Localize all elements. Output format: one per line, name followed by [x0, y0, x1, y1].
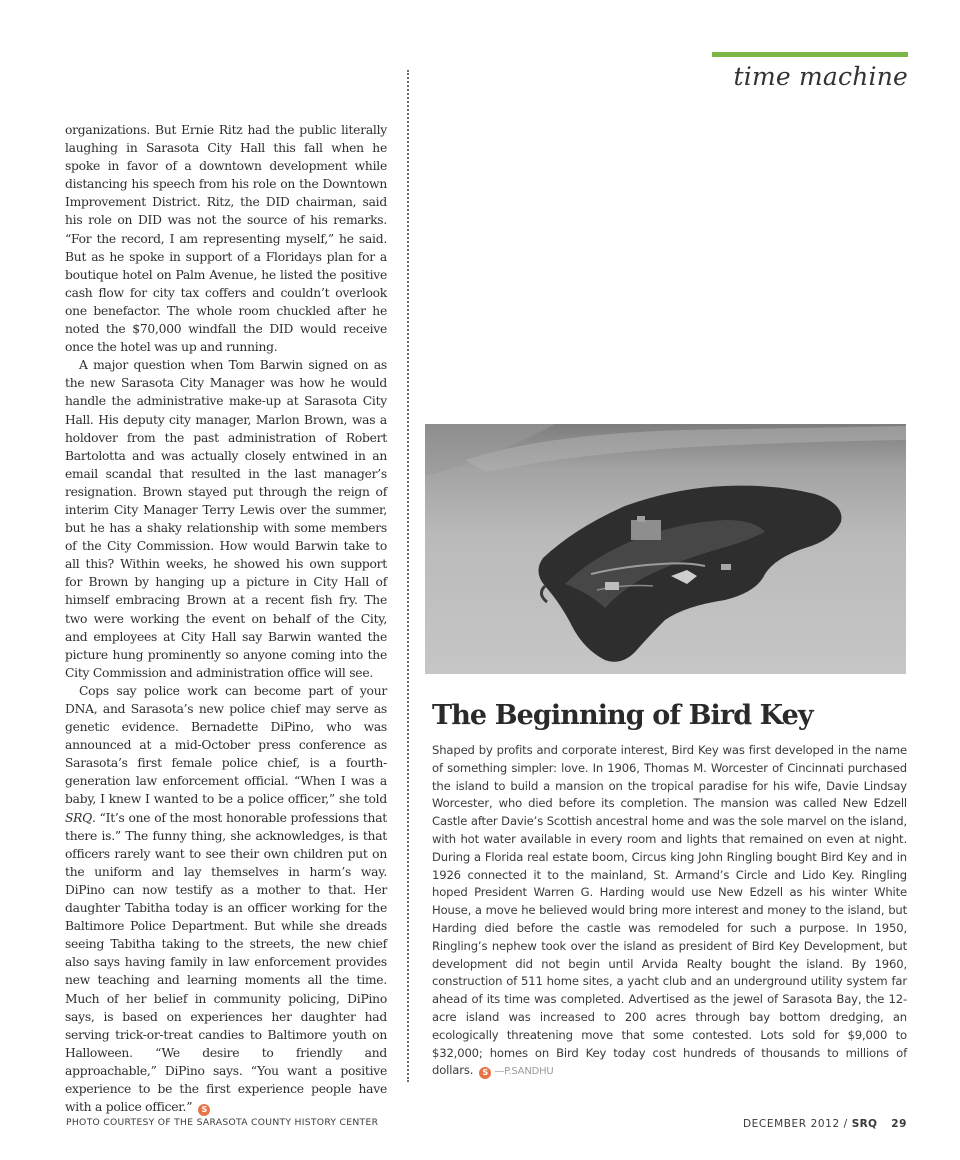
- article-paragraph: organizations. But Ernie Ritz had the public literally laughing in Sarasota City Hall this fall when he spoke in favor of a downtown development while distancing his speech from his role on the Downtown Improvement District. Ritz, the DID chairman, said his role on DID was not the source of his remarks. “For the record, I am representing myself,” he said. But as he spoke in support of a Floridays plan for a boutique hotel on Palm Avenue, he listed the positive cash flow for city tax coffers and couldn’t overlook one benefactor. The whole room chuckled after he noted the $70,000 windfall the DID would receive once the hotel was up and running.: [65, 123, 387, 355]
- srq-end-mark-icon: S: [198, 1104, 210, 1116]
- column-divider: [407, 70, 409, 1082]
- paragraph-text: . “It’s one of the most honorable professions that there is.” The funny thing, she acknowledges, is that officers rarely want to see their own children put on the uniform and lay themselves in harm’s way. DiPino can now testify as a mother to that. Her daughter Tabitha today is an officer working for the Baltimore Police Department. But while she dreads seeing Tabitha taking to the streets, the new chief also says having family in law enforcement provides new teaching and learning moments all the time. Much of her belief in community policing, DiPino says, is based on experiences her daughter had serving trick-or-treat candies to Baltimore youth on Halloween. “We desire to friendly and approachable,” DiPino says. “You want a positive experience to be the first experience people have with a police officer.”: [65, 810, 387, 1115]
- article-paragraph: [65, 682, 387, 1116]
- feature-paragraph: [432, 742, 907, 1081]
- section-accent-bar: [712, 52, 908, 57]
- section-label: time machine: [733, 62, 908, 91]
- issue-date: DECEMBER 2012 /: [742, 1118, 848, 1130]
- byline: —P.SANDHU: [494, 1066, 554, 1078]
- paragraph-text: Cops say police work can become part of your DNA, and Sarasota’s new police chief may serve as genetic evidence. Bernadette DiPino, who was announced at a mid-October press conference as Sarasota’s first female police chief, is a fourth-generation law enforcement official. “When I was a baby, I knew I wanted to be a police officer,” she told: [65, 683, 387, 807]
- srq-end-mark-icon: S: [479, 1067, 491, 1079]
- feature-headline: The Beginning of Bird Key: [432, 700, 813, 731]
- folio: [743, 1118, 907, 1130]
- article-paragraph: A major question when Tom Barwin signed on as the new Sarasota City Manager was how he would handle the administrative make-up at Sarasota City Hall. His deputy city manager, Marlon Brown, was a holdover from the past administration of Robert Bartolotta and was actually closely entwined in an email scandal that resulted in the last manager’s resignation. Brown stayed put through the reign of interim City Manager Terry Lewis over the summer, but he has a shaky relationship with some members of the City Commission. How would Barwin take to all this? Within weeks, he showed his own support for Brown by hanging up a picture in City Hall of himself embracing Brown at a recent fish fry. The two were working the event on behalf of the City, and employees at City Hall say Barwin wanted the picture hung prominently so anyone coming into the City Commission and administration office will see.: [65, 358, 387, 680]
- aerial-photo-drawing: [425, 424, 906, 674]
- page-number: 29: [891, 1118, 907, 1130]
- bird-key-aerial-photo: [425, 424, 906, 674]
- left-column-article: [65, 121, 387, 1116]
- feature-body: [432, 742, 907, 1081]
- magazine-name-italic: SRQ: [65, 810, 93, 825]
- photo-credit: PHOTO COURTESY OF THE SARASOTA COUNTY HISTORY CENTER: [66, 1117, 379, 1128]
- feature-text: Shaped by profits and corporate interest, Bird Key was first developed in the name of something simpler: love. In 1906, Thomas M. Worcester of Cincinnati purchased the island to build a mansion on the tropical paradise for his wife, Davie Lindsay Worcester, who died before its completion. The mansion was called New Edzell Castle after Davie’s Scottish ancestral home and was the sole marvel on the island, with hot water available in every room and lights that remained on even at night. During a Florida real estate boom, Circus king John Ringling bought Bird Key and in 1926 connected it to the mainland, St. Armand’s Circle and Lido Key. Ringling hoped President Warren G. Harding would use New Edzell as his winter White House, a move he believed would bring more interest and money to the island, but Harding died before the castle was remodeled for such a purpose. In 1950, Ringling’s nephew took over the island as president of Bird Key Development, but development did not begin until Arvida Realty bought the island. By 1960, construction of 511 home sites, a yacht club and an underground utility system far ahead of its time was completed. Advertised as the jewel of Sarasota Bay, the 12-acre island was increased to 200 acres through bay bottom dredging, an ecologically threatening move that some contested. Lots sold for $9,000 to $32,000; homes on Bird Key today cost hundreds of thousands to millions of dollars.: [432, 743, 907, 1078]
- magazine-brand: SRQ: [851, 1118, 878, 1130]
